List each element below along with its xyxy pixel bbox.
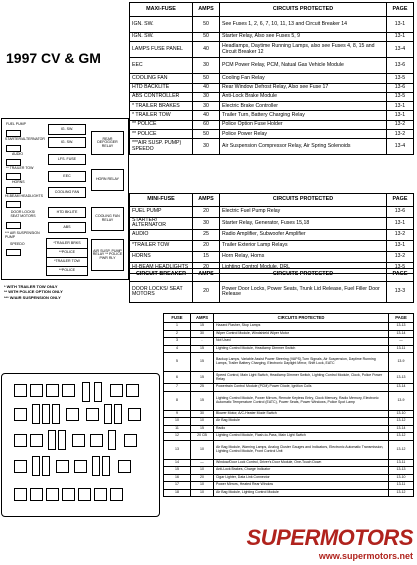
table-cell: ** POLICE xyxy=(130,130,193,139)
table-cell: 50 xyxy=(193,33,220,42)
table-cell: 20 xyxy=(193,240,220,251)
table-row xyxy=(164,482,414,490)
table-row xyxy=(164,338,414,346)
table-cell: 13-13 xyxy=(389,323,414,331)
table-cell: Trailer Turn, Battery Charging Relay xyxy=(220,111,387,120)
fuse-slot xyxy=(6,173,21,180)
footnote: ** WITH POLICE OPTION ONLY xyxy=(4,289,63,295)
table-cell: 13-2 xyxy=(387,120,414,129)
col-header: PAGE xyxy=(387,3,414,17)
table-cell: Air Bag Module, Lighting Control Module xyxy=(214,489,389,497)
diagram-label: SPEEDO xyxy=(10,242,25,246)
table-row xyxy=(164,440,414,459)
table-cell: COOLING FAN xyxy=(130,74,193,83)
fuse-slot xyxy=(46,488,59,501)
table-cell: Cooling Fan Relay xyxy=(220,74,387,83)
table-cell: 13-13 xyxy=(389,467,414,475)
fuse-slot xyxy=(46,384,59,397)
table-cell: 13-12 xyxy=(389,489,414,497)
table-cell: 15 xyxy=(193,251,220,262)
col-header: AMPS xyxy=(191,314,214,323)
table-cell: 60 xyxy=(193,120,220,129)
diagram-label: AUDIO xyxy=(12,152,24,156)
fuse-slot xyxy=(74,460,87,473)
table-cell: Police Option Fuse Holder xyxy=(220,120,387,129)
maxi-fuse-ign1: IG. SW. xyxy=(48,124,86,135)
diagram-label: ** TRAILER TOW xyxy=(6,166,34,170)
table-cell: FUEL PUMP xyxy=(130,207,193,218)
table-cell: Electric Fuel Pump Relay xyxy=(220,207,387,218)
fuse-slot xyxy=(126,384,139,397)
table-cell: Power Mirrors, Heated Rear Window xyxy=(214,482,389,490)
table-cell: 13-6 xyxy=(387,58,414,74)
table-cell: Horn Relay, Horns xyxy=(220,251,387,262)
col-header: PAGE xyxy=(387,269,414,282)
table-header-row xyxy=(164,314,414,323)
table-cell: 1 xyxy=(164,323,191,331)
fuse-slot xyxy=(114,404,122,424)
col-header: AMPS xyxy=(193,194,220,207)
table-cell: 13 xyxy=(164,440,191,459)
table-cell: 13-4 xyxy=(387,139,414,155)
fuse-slot xyxy=(128,408,141,421)
fuse-slot xyxy=(94,382,102,402)
table-cell: 5 xyxy=(164,353,191,372)
table-cell: ABS CONTROLLER xyxy=(130,92,193,101)
col-header: CIRCUIT BREAKER xyxy=(130,269,193,282)
fuse-slot xyxy=(124,434,137,447)
table-cell: IGN. SW. xyxy=(130,17,193,33)
col-header: CIRCUITS PROTECTED xyxy=(214,314,389,323)
col-header: AMPS xyxy=(193,3,220,17)
table-cell: 15 xyxy=(191,372,214,384)
table-cell: 25 xyxy=(193,229,220,240)
table-cell: 13-12 xyxy=(389,440,414,459)
cooling-fan-relay: COOLING FAN RELAY xyxy=(91,207,124,231)
fuse-slot xyxy=(48,430,56,450)
table-cell: 10 xyxy=(191,440,214,459)
maxi-fuse-police2: **POLICE xyxy=(46,266,88,276)
table-cell: 30 xyxy=(193,102,220,111)
table-cell: STARTER/ ALTERNATOR xyxy=(130,218,193,230)
fuse-slot xyxy=(6,187,21,194)
table-cell: 20 CB xyxy=(191,433,214,441)
table-cell: HI-BEAM HEADLIGHTS xyxy=(130,262,193,273)
table-cell: 8 xyxy=(164,391,191,410)
table-cell: ***AIR SUSP. PUMP) SPEEDO xyxy=(130,139,193,155)
table-cell: 50 xyxy=(193,130,220,139)
table-cell: Anti-Lock Brake Module xyxy=(220,92,387,101)
breaker-slot xyxy=(6,222,21,229)
maxi-fuse-lfs: LFS. FUSE xyxy=(48,154,86,165)
diagram-label: STARTER/ALTERNATOR xyxy=(5,137,45,141)
table-row xyxy=(164,345,414,353)
table-cell: * TRAILER TOW xyxy=(130,111,193,120)
table-cell: AUDIO xyxy=(130,229,193,240)
table-cell: 13-1 xyxy=(387,111,414,120)
table-cell: 13-6 xyxy=(387,207,414,218)
table-cell: ** POLICE xyxy=(130,120,193,129)
table-cell: 2 xyxy=(164,330,191,338)
fuse-slot xyxy=(14,488,27,501)
table-cell: 13-1 xyxy=(387,33,414,42)
table-cell: Powertrain Control Module (PCM) Power Diode, Ignition Coils xyxy=(214,384,389,392)
table-cell: 14 xyxy=(164,459,191,467)
footnote: *** W/AIR SUSPENSION ONLY xyxy=(4,294,61,300)
table-cell: EEC xyxy=(130,58,193,74)
table-cell: 18 xyxy=(164,489,191,497)
table-cell: 13-12 xyxy=(389,433,414,441)
fuse-slot xyxy=(110,384,123,397)
table-cell: 13-1 xyxy=(387,17,414,33)
table-cell: 20 xyxy=(191,474,214,482)
table-row xyxy=(164,489,414,497)
table-cell: Cigar Lighter, Data Link Connector xyxy=(214,474,389,482)
table-row xyxy=(130,83,414,92)
table-cell: 6 xyxy=(164,372,191,384)
table-row xyxy=(164,372,414,384)
table-cell: 13-14 xyxy=(389,330,414,338)
table-cell: 9 xyxy=(164,410,191,418)
table-row xyxy=(130,92,414,101)
table-cell: 20 xyxy=(193,282,220,303)
fuse-slot xyxy=(6,249,21,256)
diagram-label: *** AIR SUSPENSION PUMP xyxy=(5,231,40,239)
table-cell: Starter Relay, Also see Fuses 5, 9 xyxy=(220,33,387,42)
table-row xyxy=(130,282,414,303)
fuse-slot xyxy=(14,408,27,421)
diagram-label: HI-BEAM HEADLIGHTS xyxy=(5,194,43,198)
fuse-slot xyxy=(14,434,27,447)
table-row xyxy=(164,425,414,433)
table-cell: 30 xyxy=(193,92,220,101)
table-cell: 30 xyxy=(191,410,214,418)
table-row xyxy=(130,207,414,218)
table-cell: Backup Lamps, Variable Assist Power Steering (VAPS),Turn Signals, Air Suspension, Daytime Running Lamps, Trailer Battery Charging, Electronic Daylight Mirror, Shift Lock, EATC xyxy=(214,353,389,372)
table-cell: Window/Door Lock Control, Driver's Door Module, One-Touch Down xyxy=(214,459,389,467)
fuse-slot xyxy=(6,201,21,208)
fuse-slot xyxy=(58,430,66,450)
table-cell: Trailer Exterior Lamp Relays xyxy=(220,240,387,251)
table-cell: 10 xyxy=(191,489,214,497)
fuse-slot xyxy=(90,434,103,447)
fuse-slot xyxy=(30,434,43,447)
table-cell: 20 xyxy=(193,207,220,218)
col-header: PAGE xyxy=(387,194,414,207)
table-cell: 15 xyxy=(164,467,191,475)
table-row xyxy=(164,391,414,410)
diagram-label: DOOR LOCKS/ SEAT MOTORS xyxy=(10,210,36,218)
table-cell: 3 xyxy=(164,338,191,346)
maxi-fuse-trailer-brakes: *TRAILER BRKS xyxy=(46,238,88,249)
table-cell: 13-6 xyxy=(387,83,414,92)
fuse-slot xyxy=(32,456,40,476)
fuse-slot xyxy=(86,408,99,421)
fuse-slot xyxy=(42,404,50,424)
table-cell: 13-5 xyxy=(387,262,414,273)
fuse-panel-table xyxy=(163,313,414,497)
table-cell: 13-14 xyxy=(389,384,414,392)
table-row xyxy=(164,410,414,418)
table-cell: 50 xyxy=(193,17,220,33)
table-cell: 10 xyxy=(191,418,214,426)
table-cell: 15 xyxy=(191,391,214,410)
table-row xyxy=(164,330,414,338)
table-cell: 15 xyxy=(191,425,214,433)
table-cell: Electric Brake Controller xyxy=(220,102,387,111)
fuse-slot xyxy=(30,488,43,501)
table-row xyxy=(130,58,414,74)
table-row xyxy=(164,384,414,392)
fuse-slot xyxy=(30,384,43,397)
table-cell: Police Power Relay xyxy=(220,130,387,139)
table-row xyxy=(130,139,414,155)
maxi-fuse-ign2: IG. SW. xyxy=(48,137,86,148)
table-cell: Lighting Control Module, Power Mirrors, Remote Keyless Entry, Clock Memory, Radio Memory, Electronic Automatic Temperature Control (EATC), Power Seats, Power Windows, Police Spot Lamp xyxy=(214,391,389,410)
maxi-fuse-htd-bklite: HTD BKLITE xyxy=(48,207,86,218)
table-row xyxy=(130,251,414,262)
fuse-slot xyxy=(6,130,21,137)
table-cell: 30 xyxy=(193,218,220,230)
fuse-slot xyxy=(32,404,40,424)
diagram-label: HORNS xyxy=(12,180,25,184)
table-row xyxy=(164,323,414,331)
table-cell: 13-12 xyxy=(389,418,414,426)
air-susp-pump-relay: AIR SUSP. PUMP RELAY ** POLICE PWR RLY xyxy=(91,239,124,271)
table-cell: — xyxy=(389,338,414,346)
watermark-brand: SUPERMOTORS xyxy=(246,525,413,550)
interior-fuse-panel-diagram xyxy=(1,373,160,517)
table-cell: Air Suspension Compressor Relay, Air Spring Solenoids xyxy=(220,139,387,155)
table-header-row xyxy=(130,3,414,17)
table-cell: 30 xyxy=(191,330,214,338)
col-header: MAXI-FUSE xyxy=(130,3,193,17)
table-cell: Blower Motor, A/C-Heater Mode Switch xyxy=(214,410,389,418)
table-cell: 13-9 xyxy=(389,353,414,372)
maxi-fuse-cooling-fan: COOLING FAN xyxy=(48,187,86,198)
table-cell: 17 xyxy=(164,482,191,490)
fuse-slot xyxy=(42,456,50,476)
table-cell: Radio Amplifier, Subwoofer Amplifier xyxy=(220,229,387,240)
table-cell: Air Bag Module xyxy=(214,418,389,426)
col-header: CIRCUITS PROTECTED xyxy=(220,194,387,207)
table-cell: 13-4 xyxy=(387,42,414,58)
table-header-row xyxy=(130,269,414,282)
table-cell: 20 xyxy=(193,262,220,273)
table-cell: 13-11 xyxy=(389,345,414,353)
table-row xyxy=(164,353,414,372)
fuse-slot xyxy=(104,404,112,424)
table-row xyxy=(164,418,414,426)
table-cell: 13-10 xyxy=(389,474,414,482)
table-cell: Headlamps, Daytime Running Lamps, also see Fuses 4, 8, 15 and Circuit Breaker 12 xyxy=(220,42,387,58)
table-cell: 10 xyxy=(191,467,214,475)
fuse-slot xyxy=(62,384,75,397)
table-row xyxy=(130,240,414,251)
page-title: 1997 CV & GM xyxy=(6,50,101,66)
fuse-slot xyxy=(52,404,60,424)
table-cell: Air Bag Module, Warning Lamps, Analog Cluster Gauges and Indicators, Electronic Automatic Transmission, Lighting Control Module, Front Control Unit xyxy=(214,440,389,459)
fuse-slot xyxy=(6,145,21,152)
table-row xyxy=(164,459,414,467)
table-cell: 13-1 xyxy=(387,218,414,230)
fuse-slot xyxy=(6,159,21,166)
table-cell: Lighting Control Module, Headlamp Dimmer Switch xyxy=(214,345,389,353)
fuse-slot xyxy=(62,488,75,501)
table-cell: Hazard Flasher, Stop Lamps xyxy=(214,323,389,331)
watermark xyxy=(247,525,413,561)
table-cell: 13-1 xyxy=(387,102,414,111)
table-cell: 15 xyxy=(191,345,214,353)
table-cell: 12 xyxy=(164,433,191,441)
col-header: CIRCUITS PROTECTED xyxy=(220,269,387,282)
fuse-slot xyxy=(118,460,131,473)
col-header: CIRCUITS PROTECTED xyxy=(220,3,387,17)
table-cell: Lighting Control Module, Flash-to-Pass, Main Light Switch xyxy=(214,433,389,441)
col-header: AMPS xyxy=(193,269,220,282)
table-cell: 13-10 xyxy=(389,410,414,418)
table-cell: 40 xyxy=(193,42,220,58)
table-cell: * TRAILER BRAKES xyxy=(130,102,193,111)
fuse-slot xyxy=(14,384,27,397)
table-cell: 13-14 xyxy=(389,425,414,433)
table-cell: - xyxy=(191,338,214,346)
table-cell: 13-2 xyxy=(387,229,414,240)
table-cell: Wiper Control Module, Windshield Wiper Motor xyxy=(214,330,389,338)
watermark-url: www.supermotors.net xyxy=(318,551,413,561)
fuse-slot xyxy=(56,460,69,473)
fuse-slot xyxy=(14,460,27,473)
table-cell: IGN. SW. xyxy=(130,33,193,42)
table-cell: 13-3 xyxy=(387,282,414,303)
table-row xyxy=(164,474,414,482)
table-row xyxy=(130,130,414,139)
table-cell: 13-13 xyxy=(389,372,414,384)
table-cell: 15 xyxy=(191,323,214,331)
maxi-fuse-trailer-tow: *TRAILER TOW xyxy=(46,257,88,267)
table-cell: 25 xyxy=(191,384,214,392)
table-cell: Starter Relay, Generator, Fuses 15,18 xyxy=(220,218,387,230)
table-cell: Anti-Lock Brakes, Charge Indicator xyxy=(214,467,389,475)
maxi-fuse-eec: EEC xyxy=(48,171,86,182)
fuse-slot xyxy=(92,456,100,476)
table-cell: 13-5 xyxy=(387,74,414,83)
table-cell: Rear Window Defrost Relay, Also see Fuse 17 xyxy=(220,83,387,92)
fuse-slot xyxy=(78,488,91,501)
table-cell: 15 xyxy=(191,353,214,372)
table-cell: DOOR LOCKS/ SEAT MOTORS xyxy=(130,282,193,303)
table-cell: HTD BACKLITE xyxy=(130,83,193,92)
fuse-slot xyxy=(66,408,79,421)
fuse-slot xyxy=(94,488,107,501)
col-header: PAGE xyxy=(389,314,414,323)
fuse-slot xyxy=(72,434,85,447)
fuse-slot xyxy=(108,430,116,450)
table-cell: 10 xyxy=(191,482,214,490)
table-cell: See Fuses 1, 2, 6, 7, 10, 11, 13 and Circuit Breaker 14 xyxy=(220,17,387,33)
table-cell: 30 xyxy=(193,139,220,155)
table-cell: LAMPS FUSE PANEL xyxy=(130,42,193,58)
fuse-slot xyxy=(110,488,123,501)
table-cell: Power Door Locks, Power Seats, Trunk Lid Release, Fuel Filler Door Release xyxy=(220,282,387,303)
diagram-label: FUEL PUMP xyxy=(6,122,26,126)
table-header-row xyxy=(130,194,414,207)
table-row xyxy=(164,467,414,475)
table-cell: Radio xyxy=(214,425,389,433)
maxi-fuse-abs: ABS xyxy=(48,222,86,233)
fuse-slot xyxy=(102,456,110,476)
table-row xyxy=(164,433,414,441)
footnotes xyxy=(4,284,63,300)
table-cell: 11 xyxy=(164,425,191,433)
maxi-fuse-police1: **POLICE xyxy=(46,248,88,258)
circuit-breaker-table xyxy=(129,268,414,303)
table-row xyxy=(130,218,414,230)
table-cell: 4 xyxy=(164,345,191,353)
table-cell: 13-11 xyxy=(389,459,414,467)
table-cell: 13-1 xyxy=(387,240,414,251)
col-header: FUSE xyxy=(164,314,191,323)
horn-relay: HORN RELAY xyxy=(91,169,124,191)
table-row xyxy=(130,42,414,58)
table-row xyxy=(130,33,414,42)
power-distribution-diagram xyxy=(1,118,129,280)
table-cell: 13-2 xyxy=(387,251,414,262)
table-cell: 16 xyxy=(164,474,191,482)
table-cell: 7 xyxy=(164,384,191,392)
table-cell: — xyxy=(191,459,214,467)
table-row xyxy=(130,74,414,83)
table-cell: 30 xyxy=(193,58,220,74)
table-row xyxy=(130,102,414,111)
table-cell: PCM Power Relay, PCM, Natual Gas Vehicle Module xyxy=(220,58,387,74)
table-cell: Lighting Control Module, DRL xyxy=(220,262,387,273)
table-cell: Not Used xyxy=(214,338,389,346)
table-cell: 13-5 xyxy=(387,92,414,101)
col-header: MINI-FUSE xyxy=(130,194,193,207)
table-cell: 10 xyxy=(164,418,191,426)
table-cell: *TRAILER TOW xyxy=(130,240,193,251)
mini-fuse-table xyxy=(129,193,414,274)
table-cell: 40 xyxy=(193,111,220,120)
table-row xyxy=(130,111,414,120)
table-row xyxy=(130,229,414,240)
table-row xyxy=(130,120,414,129)
table-cell: Speed Control, Main Light Switch, Headlamp Dimmer Switch, Lighting Control Module, Clock, Police Power Relay xyxy=(214,372,389,384)
fuse-slot xyxy=(82,382,90,402)
table-row xyxy=(130,17,414,33)
footnote: * WITH TRAILER TOW ONLY xyxy=(4,284,58,289)
table-cell: 50 xyxy=(193,74,220,83)
maxi-fuse-table xyxy=(129,2,414,155)
table-cell: 13-9 xyxy=(389,391,414,410)
table-cell: 13-11 xyxy=(389,482,414,490)
table-cell: 40 xyxy=(193,83,220,92)
table-cell: HORNS xyxy=(130,251,193,262)
table-cell: 13-2 xyxy=(387,130,414,139)
rear-defogger-relay: REAR DEFOGGER RELAY xyxy=(91,131,124,155)
